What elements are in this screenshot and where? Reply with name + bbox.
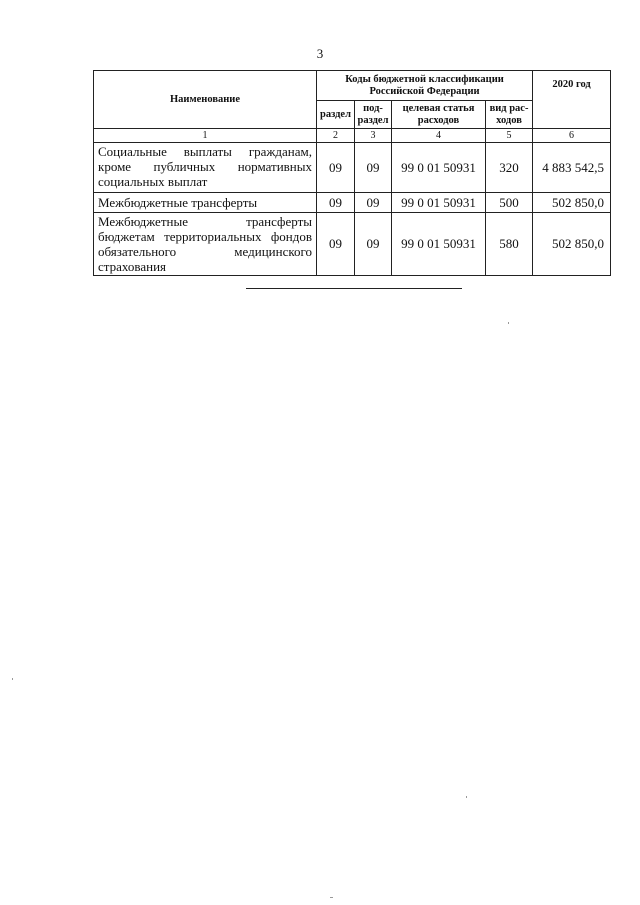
header-name: Наименование (94, 71, 317, 129)
row-target-item: 99 0 01 50931 (392, 213, 486, 276)
row-expense-type: 320 (486, 143, 533, 193)
column-numbers-row (94, 129, 611, 143)
end-of-table-rule (246, 288, 462, 289)
header-row-top (94, 71, 611, 101)
row-subsection: 09 (355, 193, 392, 213)
row-amount: 4 883 542,5 (533, 143, 611, 193)
row-target-item: 99 0 01 50931 (392, 193, 486, 213)
scan-speck (508, 322, 509, 324)
row-amount: 502 850,0 (533, 213, 611, 276)
table-row (94, 213, 611, 276)
row-section: 09 (317, 193, 355, 213)
scan-speck (12, 678, 13, 680)
scan-speck (330, 897, 333, 898)
budget-table (93, 70, 611, 276)
table-row (94, 193, 611, 213)
header-year: 2020 год (533, 71, 611, 129)
row-section: 09 (317, 213, 355, 276)
row-amount: 502 850,0 (533, 193, 611, 213)
column-number: 5 (486, 129, 533, 143)
header-target-item: целевая статья расходов (392, 101, 486, 129)
header-expense-type: вид рас- ходов (486, 101, 533, 129)
header-section: раздел (317, 101, 355, 129)
column-number: 2 (317, 129, 355, 143)
row-name: Социальные выплаты гражданам, кроме публичных нормативных социальных выплат (94, 143, 317, 193)
header-codes-group: Коды бюджетной классификации Российской Федерации (317, 71, 533, 101)
column-number: 6 (533, 129, 611, 143)
row-expense-type: 580 (486, 213, 533, 276)
row-subsection: 09 (355, 213, 392, 276)
row-subsection: 09 (355, 143, 392, 193)
column-number: 1 (94, 129, 317, 143)
row-expense-type: 500 (486, 193, 533, 213)
row-target-item: 99 0 01 50931 (392, 143, 486, 193)
column-number: 3 (355, 129, 392, 143)
header-subsection: под- раздел (355, 101, 392, 129)
column-number: 4 (392, 129, 486, 143)
row-name: Межбюджетные трансферты бюджетам территориальных фондов обязательного медицинского страхования (94, 213, 317, 276)
row-section: 09 (317, 143, 355, 193)
table-row (94, 143, 611, 193)
page-number: 3 (316, 46, 324, 61)
row-name: Межбюджетные трансферты (94, 193, 317, 213)
scan-speck (466, 796, 467, 798)
